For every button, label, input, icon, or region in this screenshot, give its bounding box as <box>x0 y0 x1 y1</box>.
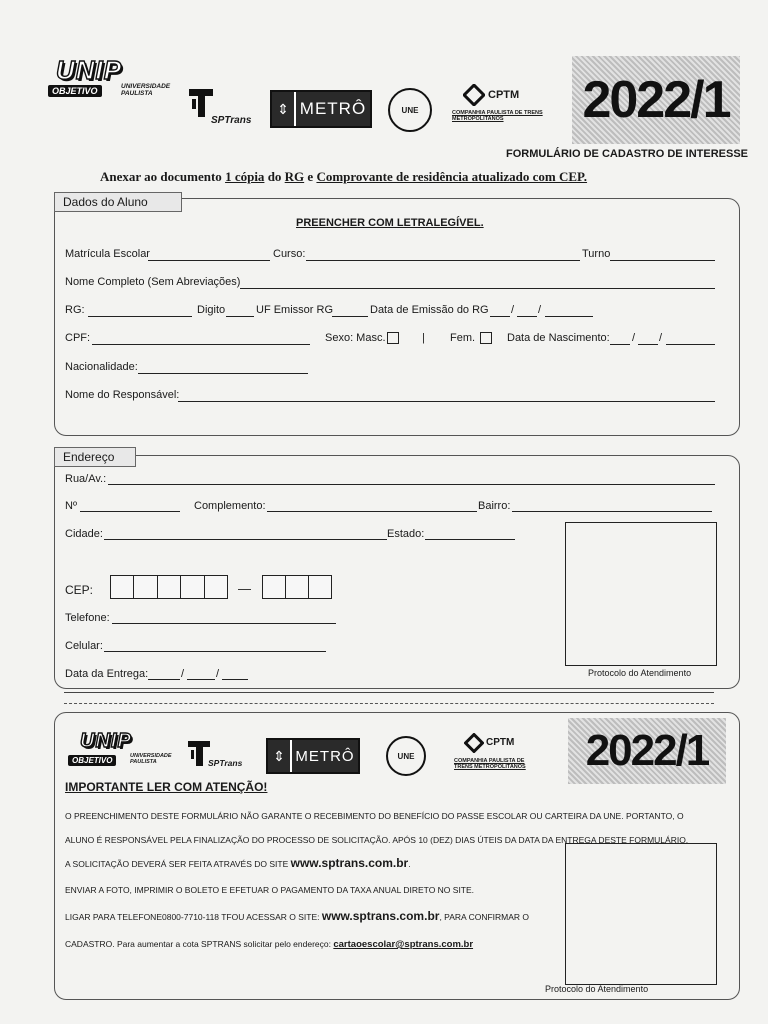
sex-separator: | <box>422 332 425 344</box>
rg-field[interactable] <box>88 316 192 317</box>
nascimento-label: Data de Nascimento: <box>507 332 610 344</box>
metro-wordmark: METRÔ <box>295 747 355 765</box>
cep-digit-box[interactable] <box>180 575 203 599</box>
date-slash: / <box>632 332 636 344</box>
rua-field[interactable] <box>108 484 715 485</box>
important-line-5-end: , PARA CONFIRMAR O <box>439 912 530 922</box>
address-tab: Endereço <box>54 447 136 467</box>
important-line-1: O PREENCHIMENTO DESTE FORMULÁRIO NÃO GARANTE O RECEBIMENTO DO BENEFÍCIO DO PASSE ESCOLAR OU CARTEIRA DA UNE. PORTANTO, O <box>65 811 684 821</box>
student-tab: Dados do Aluno <box>54 192 182 212</box>
rua-label: Rua/Av.: <box>65 473 107 485</box>
fem-label: Fem. <box>450 332 476 344</box>
cptm-logo <box>448 82 548 130</box>
protocol-stamp-box[interactable] <box>565 843 717 985</box>
email-link[interactable]: cartaoescolar@sptrans.com.br <box>333 939 474 950</box>
sptrans-wordmark: SPTrans <box>208 758 243 768</box>
responsavel-label: Nome do Responsável: <box>65 389 180 401</box>
cep-digit-box[interactable] <box>157 575 180 599</box>
matricula-field[interactable] <box>148 260 270 261</box>
emissao-month-field[interactable] <box>517 316 537 317</box>
unip-logo <box>46 55 181 100</box>
entrega-label: Data da Entrega: <box>65 668 149 680</box>
turno-label: Turno <box>582 248 611 260</box>
entrega-year-field[interactable] <box>222 679 248 680</box>
metro-wordmark: METRÔ <box>299 99 367 118</box>
year-stamp: 2022/1 <box>568 718 726 784</box>
cep-boxes-suffix[interactable] <box>262 575 332 599</box>
complemento-label: Complemento: <box>194 500 266 512</box>
metro-logo <box>266 738 360 774</box>
metro-arrows-icon: ⇕ <box>268 740 292 772</box>
une-logo <box>388 88 432 132</box>
cep-dash: — <box>238 581 251 596</box>
date-slash: / <box>538 304 542 316</box>
emissao-year-field[interactable] <box>545 316 593 317</box>
sptrans-wordmark: SPTrans <box>211 115 252 126</box>
estado-field[interactable] <box>425 539 515 540</box>
uf-field[interactable] <box>332 316 368 317</box>
important-line-5 <box>65 909 529 923</box>
sptrans-logo <box>186 738 246 772</box>
attach-note-residence: Comprovante de residência atualizado com CEP. <box>316 169 588 184</box>
complemento-field[interactable] <box>267 511 477 512</box>
cep-label: CEP: <box>65 583 94 597</box>
form-title: FORMULÁRIO DE CADASTRO DE INTERESSE <box>506 148 749 160</box>
important-line-3-end: . <box>408 859 411 869</box>
digito-field[interactable] <box>226 316 254 317</box>
attach-note-copy: 1 cópia <box>225 169 265 184</box>
nascimento-month-field[interactable] <box>638 344 658 345</box>
sptrans-logo <box>186 85 256 130</box>
date-slash: / <box>659 332 663 344</box>
estado-label: Estado: <box>387 528 425 540</box>
telefone-label: Telefone: <box>65 612 110 624</box>
une-wordmark: UNE <box>397 751 415 761</box>
entrega-month-field[interactable] <box>187 679 215 680</box>
telefone-field[interactable] <box>112 623 336 624</box>
protocol-label: Protocolo do Atendimento <box>545 984 649 994</box>
masc-checkbox[interactable] <box>387 332 399 344</box>
protocol-stamp-box[interactable] <box>565 522 717 666</box>
cidade-label: Cidade: <box>65 528 103 540</box>
legible-instruction: PREENCHER COM LETRALEGÍVEL. <box>296 217 484 229</box>
cep-digit-box[interactable] <box>285 575 308 599</box>
celular-field[interactable] <box>104 651 326 652</box>
important-line-3-text: A SOLICITAÇÃO DEVERÁ SER FEITA ATRAVÉS DO SITE <box>65 859 289 869</box>
date-slash: / <box>511 304 515 316</box>
celular-label: Celular: <box>65 640 103 652</box>
nome-field[interactable] <box>240 288 715 289</box>
cep-digit-box[interactable] <box>262 575 285 599</box>
emissao-day-field[interactable] <box>490 316 510 317</box>
unip-wordmark: UNIP <box>80 730 132 752</box>
objetivo-label: OBJETIVO <box>48 85 102 97</box>
matricula-label: Matrícula Escolar <box>65 248 150 260</box>
nacionalidade-label: Nacionalidade: <box>65 361 138 373</box>
cptm-wordmark: CPTM <box>486 737 515 748</box>
important-line-6-text: CADASTRO. Para aumentar a cota SPTRANS solicitar pelo endereço: <box>65 939 331 949</box>
rg-label: RG: <box>65 304 85 316</box>
year-stamp: 2022/1 <box>572 56 740 144</box>
protocol-label: Protocolo do Atendimento <box>588 668 692 678</box>
cptm-logo <box>452 730 542 776</box>
curso-field[interactable] <box>306 260 580 261</box>
date-slash: / <box>181 668 185 680</box>
emissao-label: Data de Emissão do RG <box>370 304 489 316</box>
sptrans-link[interactable]: www.sptrans.com.br <box>321 909 440 923</box>
cep-digit-box[interactable] <box>133 575 156 599</box>
numero-field[interactable] <box>80 511 180 512</box>
nascimento-year-field[interactable] <box>666 344 715 345</box>
bairro-field[interactable] <box>512 511 712 512</box>
curso-label: Curso: <box>273 248 306 260</box>
turno-field[interactable] <box>610 260 715 261</box>
nome-label: Nome Completo (Sem Abreviações) <box>65 276 241 288</box>
attach-note-part: Anexar ao documento <box>100 169 222 184</box>
important-line-5-text: LIGAR PARA TELEFONE0800-7710-118 TFOU ACESSAR O SITE: <box>65 912 320 922</box>
cep-digit-box[interactable] <box>110 575 133 599</box>
une-logo <box>386 736 426 776</box>
cptm-wordmark: CPTM <box>488 89 520 101</box>
sexo-masc-label: Sexo: Masc. <box>325 332 386 344</box>
numero-label: Nº <box>65 500 77 512</box>
sptrans-icon <box>186 85 216 119</box>
objetivo-label: OBJETIVO <box>68 755 116 766</box>
fem-checkbox[interactable] <box>480 332 492 344</box>
unip-subtitle: UNIVERSIDADE PAULISTA <box>130 753 172 765</box>
important-line-6 <box>65 939 473 950</box>
metro-logo <box>270 90 372 128</box>
attach-note <box>100 169 587 185</box>
sptrans-link[interactable]: www.sptrans.com.br <box>290 856 409 870</box>
unip-subtitle: UNIVERSIDADE PAULISTA <box>121 83 171 97</box>
important-line-2: ALUNO É RESPONSÁVEL PELA FINALIZAÇÃO DO PROCESSO DE SOLICITAÇÃO. APÓS 10 (DEZ) DIAS ÚTEIS DA DATA DA ENTREGA DESTE FORMULÁRIO, <box>65 835 689 845</box>
cpf-field[interactable] <box>92 344 310 345</box>
important-line-4: ENVIAR A FOTO, IMPRIMIR O BOLETO E EFETUAR O PAGAMENTO DA TAXA ANUAL DIRETO NO SITE. <box>65 885 475 895</box>
cptm-subtitle: COMPANHIA PAULISTA DE TRENS METROPOLITANOS <box>452 110 543 122</box>
cidade-field[interactable] <box>104 539 387 540</box>
attach-note-part: do <box>267 169 282 184</box>
cut-line-dashed <box>64 703 714 704</box>
important-line-3 <box>65 856 411 870</box>
nacionalidade-field[interactable] <box>138 373 308 374</box>
unip-wordmark: UNIP <box>56 55 123 85</box>
cptm-diamond-icon <box>463 84 485 106</box>
cep-digit-box[interactable] <box>308 575 332 599</box>
metro-arrows-icon: ⇕ <box>272 92 296 126</box>
bairro-label: Bairro: <box>478 500 511 512</box>
important-title: IMPORTANTE LER COM ATENÇÃO! <box>65 780 268 794</box>
cptm-subtitle: COMPANHIA PAULISTA DE TRENS METROPOLITANOS <box>454 758 526 770</box>
attach-note-part: e <box>307 169 314 184</box>
nascimento-day-field[interactable] <box>610 344 630 345</box>
cut-line <box>64 692 714 693</box>
date-slash: / <box>216 668 220 680</box>
digito-label: Digito <box>197 304 226 316</box>
unip-logo <box>68 730 178 769</box>
cep-boxes-main[interactable] <box>110 575 228 599</box>
cptm-diamond-icon <box>464 733 484 753</box>
responsavel-field[interactable] <box>178 401 715 402</box>
une-wordmark: UNE <box>401 105 419 115</box>
uf-label: UF Emissor RG <box>256 304 333 316</box>
entrega-day-field[interactable] <box>148 679 180 680</box>
cep-digit-box[interactable] <box>204 575 228 599</box>
cpf-label: CPF: <box>65 332 91 344</box>
attach-note-rg: RG <box>284 169 305 184</box>
